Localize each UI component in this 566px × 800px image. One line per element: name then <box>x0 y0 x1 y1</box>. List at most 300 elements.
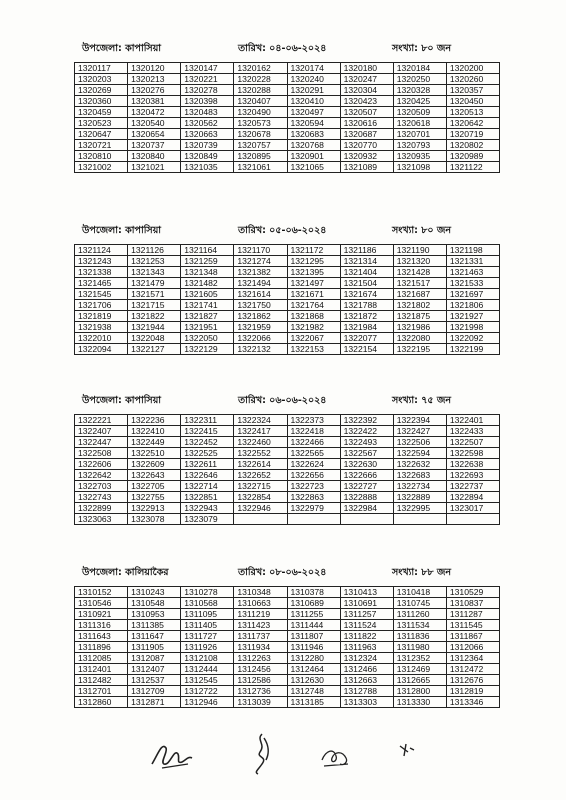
signature-3 <box>318 742 352 770</box>
roll-cell: 1313039 <box>234 697 287 708</box>
table-row <box>75 492 500 503</box>
roll-cell: 1321741 <box>181 300 234 311</box>
roll-cell: 1321253 <box>128 256 181 267</box>
roll-cell: 1320701 <box>393 129 446 140</box>
roll-cell: 1320737 <box>128 140 181 151</box>
roll-cell: 1321872 <box>340 311 393 322</box>
roll-cell: 1322050 <box>181 333 234 344</box>
roll-cell: 1320221 <box>181 74 234 85</box>
roll-cell: 1321827 <box>181 311 234 322</box>
table-row <box>75 322 500 333</box>
table-row <box>75 675 500 686</box>
roll-cell: 1311545 <box>446 620 499 631</box>
roll-cell: 1320260 <box>446 74 499 85</box>
roll-cell: 1321545 <box>75 289 128 300</box>
roll-cell: 1311260 <box>393 609 446 620</box>
roll-cell: 1320250 <box>393 74 446 85</box>
roll-cell: 1321098 <box>393 162 446 173</box>
roll-cell: 1321862 <box>234 311 287 322</box>
roll-cell: 1310921 <box>75 609 128 620</box>
roll-cell: 1320507 <box>340 107 393 118</box>
roll-cell: 1322324 <box>234 415 287 426</box>
roll-cell: 1322693 <box>446 470 499 481</box>
roll-cell: 1321124 <box>75 245 128 256</box>
table-row <box>75 74 500 85</box>
roll-cell: 1311896 <box>75 642 128 653</box>
roll-cell: 1321986 <box>393 322 446 333</box>
roll-table <box>74 414 500 525</box>
roll-cell <box>446 514 499 525</box>
roll-cell: 1321021 <box>128 162 181 173</box>
roll-cell: 1311905 <box>128 642 181 653</box>
roll-cell: 1322943 <box>181 503 234 514</box>
table-row <box>75 481 500 492</box>
roll-cell: 1320459 <box>75 107 128 118</box>
roll-cell: 1311287 <box>446 609 499 620</box>
roll-cell: 1312722 <box>181 686 234 697</box>
roll-cell: 1322734 <box>393 481 446 492</box>
roll-cell: 1322652 <box>234 470 287 481</box>
roll-cell: 1322077 <box>340 333 393 344</box>
roll-cell: 1312087 <box>128 653 181 664</box>
table-row <box>75 333 500 344</box>
table-row <box>75 140 500 151</box>
roll-cell: 1311647 <box>128 631 181 642</box>
roll-cell: 1320497 <box>287 107 340 118</box>
roll-cell: 1310953 <box>128 609 181 620</box>
roll-cell: 1320719 <box>446 129 499 140</box>
upazila-label: উপজেলা: কালিয়াকৈর <box>82 567 169 578</box>
table-row <box>75 642 500 653</box>
roll-cell: 1312456 <box>234 664 287 675</box>
roll-cell: 1312066 <box>446 642 499 653</box>
roll-cell: 1322449 <box>128 437 181 448</box>
roll-cell: 1311316 <box>75 620 128 631</box>
roll-cell: 1320768 <box>287 140 340 151</box>
roll-cell: 1320450 <box>446 96 499 107</box>
roll-cell: 1320269 <box>75 85 128 96</box>
roll-cell: 1320288 <box>234 85 287 96</box>
roll-cell: 1322851 <box>181 492 234 503</box>
signatures <box>0 730 566 780</box>
roll-cell: 1321951 <box>181 322 234 333</box>
table-row <box>75 620 500 631</box>
roll-cell: 1310548 <box>128 598 181 609</box>
roll-cell: 1310413 <box>340 587 393 598</box>
roll-cell: 1320247 <box>340 74 393 85</box>
roll-cell: 1312736 <box>234 686 287 697</box>
roll-cell: 1322723 <box>287 481 340 492</box>
roll-cell: 1321927 <box>446 311 499 322</box>
roll-cell: 1310348 <box>234 587 287 598</box>
roll-cell: 1322624 <box>287 459 340 470</box>
roll-cell: 1322899 <box>75 503 128 514</box>
roll-cell: 1322715 <box>234 481 287 492</box>
roll-cell: 1322506 <box>393 437 446 448</box>
roll-cell: 1320304 <box>340 85 393 96</box>
roll-cell: 1322417 <box>234 426 287 437</box>
roll-cell: 1310568 <box>181 598 234 609</box>
roll-cell: 1320721 <box>75 140 128 151</box>
table-row <box>75 267 500 278</box>
table-row <box>75 598 500 609</box>
roll-cell: 1320509 <box>393 107 446 118</box>
roll-cell: 1321314 <box>340 256 393 267</box>
roll-cell: 1312537 <box>128 675 181 686</box>
roll-cell: 1320407 <box>234 96 287 107</box>
roll-cell: 1320757 <box>234 140 287 151</box>
roll-cell: 1320523 <box>75 118 128 129</box>
roll-cell: 1322447 <box>75 437 128 448</box>
roll-cell: 1322094 <box>75 344 128 355</box>
roll-cell: 1320793 <box>393 140 446 151</box>
roll-cell: 1323078 <box>128 514 181 525</box>
roll-cell: 1321463 <box>446 267 499 278</box>
table-row <box>75 129 500 140</box>
roll-cell: 1321697 <box>446 289 499 300</box>
roll-cell: 1320180 <box>340 63 393 74</box>
roll-cell: 1321186 <box>340 245 393 256</box>
roll-cell: 1320802 <box>446 140 499 151</box>
roll-cell: 1320540 <box>128 118 181 129</box>
roll-cell: 1322611 <box>181 459 234 470</box>
roll-cell: 1320647 <box>75 129 128 140</box>
roll-cell: 1312482 <box>75 675 128 686</box>
table-row <box>75 426 500 437</box>
roll-cell: 1312665 <box>393 675 446 686</box>
roll-cell: 1312407 <box>128 664 181 675</box>
roll-cell: 1321806 <box>446 300 499 311</box>
roll-cell: 1322552 <box>234 448 287 459</box>
signature-1 <box>148 734 196 774</box>
roll-cell: 1312748 <box>287 686 340 697</box>
roll-cell: 1313185 <box>287 697 340 708</box>
roll-cell: 1322311 <box>181 415 234 426</box>
roll-cell: 1321295 <box>287 256 340 267</box>
roll-cell: 1321605 <box>181 289 234 300</box>
roll-cell: 1320770 <box>340 140 393 151</box>
roll-cell: 1320162 <box>234 63 287 74</box>
roll-cell: 1322854 <box>234 492 287 503</box>
signature-2 <box>248 730 278 778</box>
roll-cell: 1320490 <box>234 107 287 118</box>
roll-cell: 1322703 <box>75 481 128 492</box>
roll-cell: 1311946 <box>287 642 340 653</box>
roll-cell: 1320276 <box>128 85 181 96</box>
roll-cell: 1322394 <box>393 415 446 426</box>
roll-cell: 1321494 <box>234 278 287 289</box>
roll-cell: 1312709 <box>128 686 181 697</box>
roll-cell: 1321750 <box>234 300 287 311</box>
roll-cell: 1310546 <box>75 598 128 609</box>
roll-cell: 1322392 <box>340 415 393 426</box>
table-row <box>75 85 500 96</box>
roll-cell: 1321348 <box>181 267 234 278</box>
roll-cell: 1321259 <box>181 256 234 267</box>
roll-cell: 1322221 <box>75 415 128 426</box>
table-row <box>75 609 500 620</box>
roll-cell: 1320213 <box>128 74 181 85</box>
roll-cell: 1322010 <box>75 333 128 344</box>
roll-cell: 1310152 <box>75 587 128 598</box>
roll-cell: 1322705 <box>128 481 181 492</box>
roll-cell: 1321428 <box>393 267 446 278</box>
section-header <box>74 224 500 240</box>
roll-cell: 1321338 <box>75 267 128 278</box>
roll-cell: 1321706 <box>75 300 128 311</box>
table-row <box>75 459 500 470</box>
section-4 <box>74 566 500 708</box>
date-label: তারিখ: ০৪-০৬-২০২৪ <box>238 43 327 54</box>
roll-cell: 1321061 <box>234 162 287 173</box>
roll-cell: 1321822 <box>128 311 181 322</box>
roll-cell: 1312263 <box>234 653 287 664</box>
roll-cell: 1320117 <box>75 63 128 74</box>
roll-cell: 1321504 <box>340 278 393 289</box>
roll-cell: 1322460 <box>234 437 287 448</box>
roll-cell: 1322727 <box>340 481 393 492</box>
roll-cell: 1323063 <box>75 514 128 525</box>
roll-cell: 1322888 <box>340 492 393 503</box>
roll-cell: 1320683 <box>287 129 340 140</box>
roll-cell: 1321343 <box>128 267 181 278</box>
table-row <box>75 503 500 514</box>
roll-cell: 1312630 <box>287 675 340 686</box>
roll-cell: 1321671 <box>287 289 340 300</box>
roll-cell: 1311524 <box>340 620 393 631</box>
table-row <box>75 96 500 107</box>
roll-cell: 1322863 <box>287 492 340 503</box>
roll-cell: 1320739 <box>181 140 234 151</box>
roll-cell: 1310418 <box>393 587 446 598</box>
roll-cell: 1311219 <box>234 609 287 620</box>
table-row <box>75 107 500 118</box>
roll-table <box>74 62 500 173</box>
roll-cell: 1312324 <box>340 653 393 664</box>
roll-cell: 1310529 <box>446 587 499 598</box>
table-row <box>75 415 500 426</box>
roll-cell <box>340 514 393 525</box>
roll-cell: 1320935 <box>393 151 446 162</box>
roll-cell: 1311980 <box>393 642 446 653</box>
roll-cell: 1322594 <box>393 448 446 459</box>
roll-cell: 1322127 <box>128 344 181 355</box>
table-row <box>75 344 500 355</box>
roll-cell: 1310745 <box>393 598 446 609</box>
roll-cell: 1320810 <box>75 151 128 162</box>
roll-cell: 1321382 <box>234 267 287 278</box>
roll-cell: 1322638 <box>446 459 499 470</box>
roll-cell: 1320932 <box>340 151 393 162</box>
roll-cell: 1312108 <box>181 653 234 664</box>
roll-cell: 1321764 <box>287 300 340 311</box>
table-row <box>75 470 500 481</box>
roll-cell: 1320357 <box>446 85 499 96</box>
table-row <box>75 697 500 708</box>
roll-cell: 1311385 <box>128 620 181 631</box>
roll-cell: 1322646 <box>181 470 234 481</box>
roll-cell: 1310243 <box>128 587 181 598</box>
roll-cell: 1320989 <box>446 151 499 162</box>
roll-cell: 1322195 <box>393 344 446 355</box>
roll-cell: 1322092 <box>446 333 499 344</box>
roll-cell: 1320147 <box>181 63 234 74</box>
roll-cell: 1322236 <box>128 415 181 426</box>
roll-cell: 1322609 <box>128 459 181 470</box>
roll-cell: 1320174 <box>287 63 340 74</box>
count-label: সংখ্যা: ৮০ জন <box>392 43 452 54</box>
roll-cell: 1312545 <box>181 675 234 686</box>
roll-cell: 1311643 <box>75 631 128 642</box>
roll-cell: 1322656 <box>287 470 340 481</box>
roll-cell: 1321788 <box>340 300 393 311</box>
roll-cell: 1312871 <box>128 697 181 708</box>
roll-cell: 1321126 <box>128 245 181 256</box>
roll-cell: 1320618 <box>393 118 446 129</box>
table-row <box>75 437 500 448</box>
table-row <box>75 631 500 642</box>
roll-cell: 1322565 <box>287 448 340 459</box>
roll-cell: 1321274 <box>234 256 287 267</box>
roll-cell: 1322946 <box>234 503 287 514</box>
roll-cell: 1321395 <box>287 267 340 278</box>
roll-cell: 1322129 <box>181 344 234 355</box>
roll-cell: 1322452 <box>181 437 234 448</box>
roll-cell: 1311963 <box>340 642 393 653</box>
roll-cell: 1320472 <box>128 107 181 118</box>
roll-cell <box>234 514 287 525</box>
upazila-label: উপজেলা: কাপাসিয়া <box>82 43 162 54</box>
roll-cell: 1322567 <box>340 448 393 459</box>
roll-cell: 1321320 <box>393 256 446 267</box>
roll-cell: 1311534 <box>393 620 446 631</box>
roll-cell: 1321190 <box>393 245 446 256</box>
roll-cell: 1313303 <box>340 697 393 708</box>
table-row <box>75 300 500 311</box>
roll-cell: 1312085 <box>75 653 128 664</box>
roll-cell: 1321002 <box>75 162 128 173</box>
roll-cell: 1323079 <box>181 514 234 525</box>
roll-cell: 1311867 <box>446 631 499 642</box>
roll-cell: 1322889 <box>393 492 446 503</box>
roll-cell: 1321497 <box>287 278 340 289</box>
roll-cell: 1321479 <box>128 278 181 289</box>
roll-cell: 1322525 <box>181 448 234 459</box>
roll-cell: 1310837 <box>446 598 499 609</box>
roll-cell: 1322632 <box>393 459 446 470</box>
roll-cell: 1320120 <box>128 63 181 74</box>
section-3 <box>74 394 500 525</box>
roll-cell: 1322401 <box>446 415 499 426</box>
roll-cell: 1311405 <box>181 620 234 631</box>
roll-cell: 1320381 <box>128 96 181 107</box>
roll-cell: 1312676 <box>446 675 499 686</box>
roll-cell: 1312701 <box>75 686 128 697</box>
roll-cell: 1311822 <box>340 631 393 642</box>
roll-cell: 1321243 <box>75 256 128 267</box>
table-row <box>75 289 500 300</box>
roll-cell: 1312788 <box>340 686 393 697</box>
roll-cell: 1320513 <box>446 107 499 118</box>
roll-cell: 1321674 <box>340 289 393 300</box>
roll-cell: 1310278 <box>181 587 234 598</box>
roll-cell: 1312444 <box>181 664 234 675</box>
roll-cell: 1321687 <box>393 289 446 300</box>
roll-table <box>74 244 500 355</box>
roll-cell: 1322913 <box>128 503 181 514</box>
roll-cell: 1312401 <box>75 664 128 675</box>
roll-cell: 1322642 <box>75 470 128 481</box>
roll-cell: 1321089 <box>340 162 393 173</box>
roll-cell: 1321868 <box>287 311 340 322</box>
roll-cell: 1322979 <box>287 503 340 514</box>
roll-cell: 1321571 <box>128 289 181 300</box>
roll-cell: 1322080 <box>393 333 446 344</box>
roll-cell: 1312364 <box>446 653 499 664</box>
table-row <box>75 686 500 697</box>
roll-cell: 1321938 <box>75 322 128 333</box>
roll-cell: 1320398 <box>181 96 234 107</box>
roll-cell: 1322630 <box>340 459 393 470</box>
roll-cell: 1322415 <box>181 426 234 437</box>
roll-cell: 1322153 <box>287 344 340 355</box>
roll-cell: 1322427 <box>393 426 446 437</box>
roll-cell: 1321959 <box>234 322 287 333</box>
roll-cell: 1322154 <box>340 344 393 355</box>
roll-cell: 1321715 <box>128 300 181 311</box>
roll-cell: 1322132 <box>234 344 287 355</box>
roll-cell: 1321875 <box>393 311 446 322</box>
roll-cell: 1321802 <box>393 300 446 311</box>
roll-cell: 1321331 <box>446 256 499 267</box>
count-label: সংখ্যা: ৭৫ জন <box>392 395 452 406</box>
table-row <box>75 653 500 664</box>
roll-cell: 1322755 <box>128 492 181 503</box>
roll-cell: 1321035 <box>181 162 234 173</box>
section-header <box>74 566 500 582</box>
roll-cell: 1321404 <box>340 267 393 278</box>
roll-cell: 1321533 <box>446 278 499 289</box>
roll-cell: 1312586 <box>234 675 287 686</box>
roll-cell: 1322614 <box>234 459 287 470</box>
roll-cell: 1312946 <box>181 697 234 708</box>
roll-cell: 1321465 <box>75 278 128 289</box>
table-row <box>75 278 500 289</box>
roll-cell: 1312469 <box>393 664 446 675</box>
roll-cell: 1321482 <box>181 278 234 289</box>
roll-cell: 1320901 <box>287 151 340 162</box>
roll-cell: 1320849 <box>181 151 234 162</box>
roll-cell: 1321170 <box>234 245 287 256</box>
roll-cell: 1320200 <box>446 63 499 74</box>
roll-cell: 1322894 <box>446 492 499 503</box>
date-label: তারিখ: ০৬-০৬-২০২৪ <box>238 395 327 406</box>
roll-cell: 1312663 <box>340 675 393 686</box>
upazila-label: উপজেলা: কাপাসিয়া <box>82 395 162 406</box>
roll-cell: 1312466 <box>340 664 393 675</box>
roll-cell <box>287 514 340 525</box>
roll-cell: 1311444 <box>287 620 340 631</box>
roll-cell: 1322666 <box>340 470 393 481</box>
table-row <box>75 245 500 256</box>
table-row <box>75 118 500 129</box>
roll-cell: 1311727 <box>181 631 234 642</box>
roll-cell: 1322683 <box>393 470 446 481</box>
section-header <box>74 394 500 410</box>
roll-cell: 1311095 <box>181 609 234 620</box>
roll-cell: 1312464 <box>287 664 340 675</box>
roll-cell: 1321984 <box>340 322 393 333</box>
